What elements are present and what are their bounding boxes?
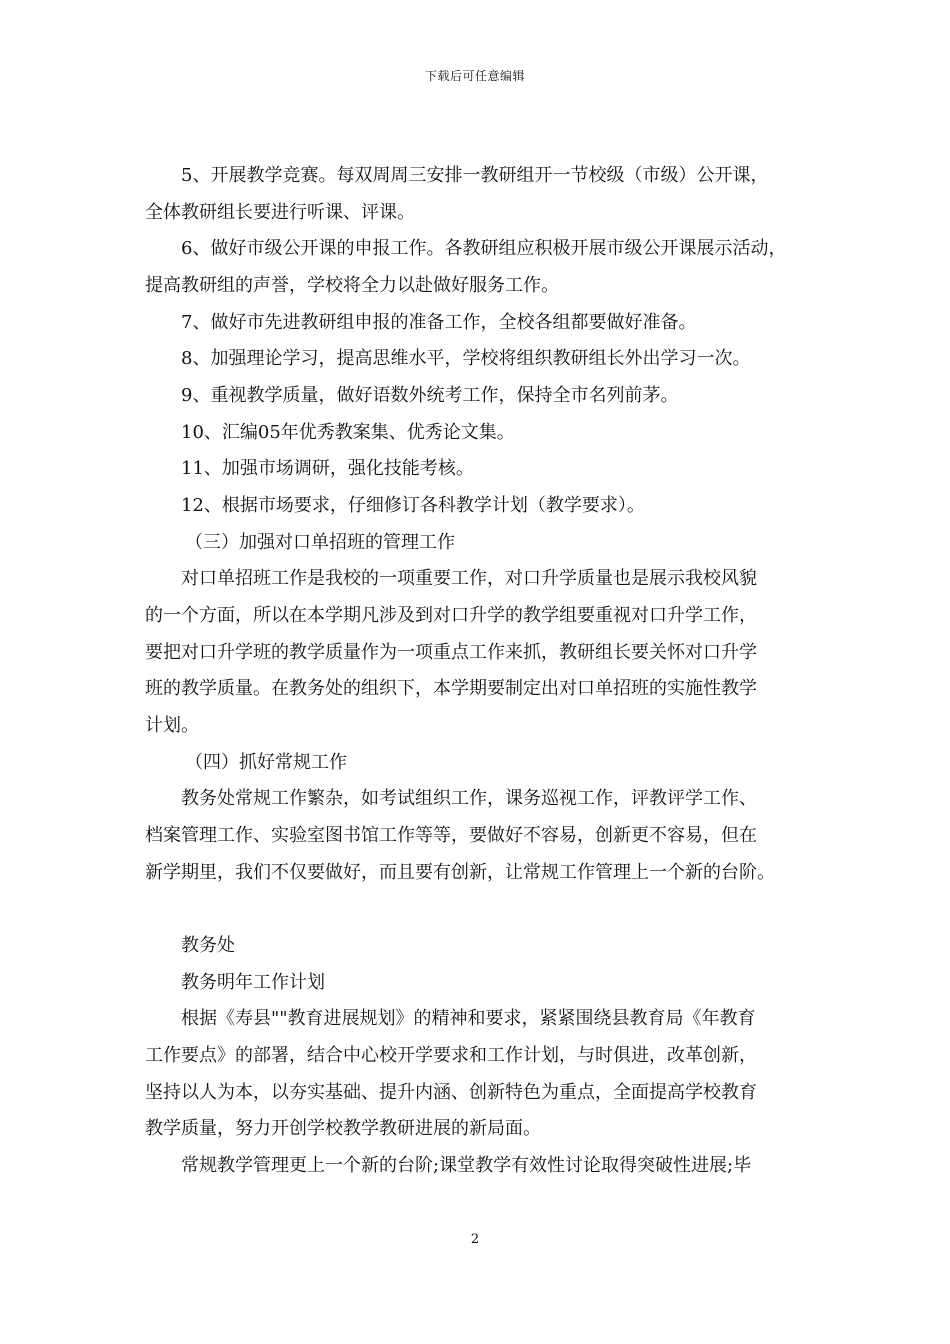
- paragraph-line: 对口单招班工作是我校的一项重要工作，对口升学质量也是展示我校风貌: [181, 568, 757, 589]
- document-title: 教务明年工作计划: [181, 972, 325, 993]
- paragraph-line: 档案管理工作、实验室图书馆工作等等，要做好不容易，创新更不容易，但在: [145, 825, 757, 846]
- paragraph-line: 教务处常规工作繁杂，如考试组织工作，课务巡视工作，评教评学工作、: [181, 788, 757, 809]
- paragraph-line: 10、汇编05年优秀教案集、优秀论文集。: [181, 422, 515, 443]
- paragraph-line: 新学期里，我们不仅要做好，而且要有创新，让常规工作管理上一个新的台阶。: [145, 862, 775, 883]
- paragraph-line: 工作要点》的部署，结合中心校开学要求和工作计划，与时俱进，改革创新，: [145, 1045, 757, 1066]
- signature-line: 教务处: [181, 935, 235, 956]
- paragraph-line: 8、加强理论学习，提高思维水平，学校将组织教研组长外出学习一次。: [181, 348, 751, 369]
- section-heading: （四）抓好常规工作: [185, 752, 347, 773]
- paragraph-line: 全体教研组长要进行听课、评课。: [145, 202, 415, 223]
- section-heading: （三）加强对口单招班的管理工作: [185, 532, 455, 553]
- paragraph-line: 要把对口升学班的教学质量作为一项重点工作来抓，教研组长要关怀对口升学: [145, 642, 757, 663]
- page-number: 2: [470, 1232, 480, 1247]
- paragraph-line: 7、做好市先进教研组申报的准备工作，全校各组都要做好准备。: [181, 312, 697, 333]
- paragraph-line: 根据《寿县""教育进展规划》的精神和要求，紧紧围绕县教育局《年教育: [181, 1008, 756, 1029]
- paragraph-line: 班的教学质量。在教务处的组织下，本学期要制定出对口单招班的实施性教学: [145, 678, 757, 699]
- paragraph-line: 12、根据市场要求，仔细修订各科教学计划（教学要求）。: [181, 495, 645, 516]
- paragraph-line: 9、重视教学质量，做好语数外统考工作，保持全市名列前茅。: [181, 385, 679, 406]
- paragraph-line: 计划。: [145, 715, 199, 736]
- paragraph-line: 教学质量，努力开创学校教学教研进展的新局面。: [145, 1118, 541, 1139]
- paragraph-line: 常规教学管理更上一个新的台阶;课堂教学有效性讨论取得突破性进展;毕: [181, 1155, 752, 1176]
- paragraph-line: 11、加强市场调研，强化技能考核。: [181, 458, 474, 479]
- paragraph-line: 提高教研组的声誉，学校将全力以赴做好服务工作。: [145, 275, 559, 296]
- paragraph-line: 6、做好市级公开课的申报工作。各教研组应积极开展市级公开课展示活动，: [181, 238, 787, 259]
- page-header: 下载后可任意编辑: [424, 69, 525, 83]
- paragraph-line: 的一个方面，所以在本学期凡涉及到对口升学的教学组要重视对口升学工作，: [145, 605, 757, 626]
- paragraph-line: 坚持以人为本，以夯实基础、提升内涵、创新特色为重点，全面提高学校教育: [145, 1082, 757, 1103]
- paragraph-line: 5、开展教学竞赛。每双周周三安排一教研组开一节校级（市级）公开课，: [181, 165, 769, 186]
